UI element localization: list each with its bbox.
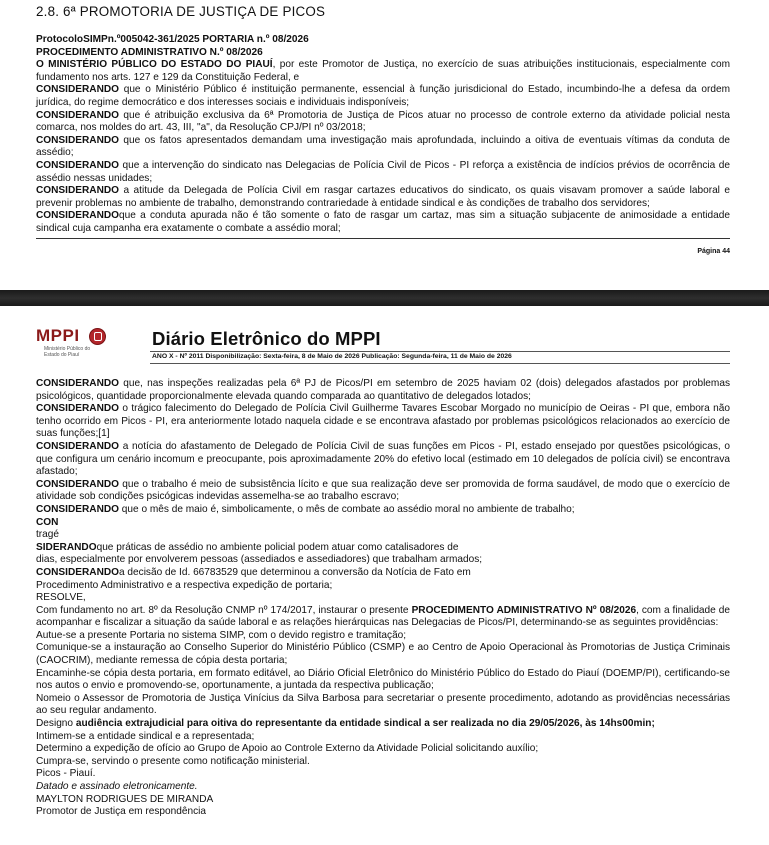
providencia-item: Nomeio o Assessor de Promotoria de Justiça Vinícius da Silva Barbosa para secretariar o presente procedimento, adotando as providências necessárias ao seu regular andamento. <box>36 692 730 717</box>
protocol-line: ProtocoloSIMPn.º005042-361/2025 PORTARIA n.º 08/2026 <box>36 34 309 45</box>
page-45-content <box>36 378 730 819</box>
paragraph-text: que, nas inspeções realizadas pela 6ª PJ de Picos/PI em setembro de 2025 haviam 02 (dois) delegados afastados por problemas psicológicos, quantidade proporcionalmente elevada quando comparada ao quantitativo de delegados lotados; <box>36 378 730 402</box>
top-paragraph <box>36 185 730 210</box>
broken-line <box>36 517 730 530</box>
page-separator-band <box>0 290 769 306</box>
providencia-item: Comunique-se a instauração ao Conselho Superior do Ministério Público (CSMP) e ao Centro de Apoio Operacional às Promotorias de Justiça Criminais (CAOCRIM), mediante remessa de cópia desta portaria; <box>36 642 730 667</box>
procedure-reference: PROCEDIMENTO ADMINISTRATIVO Nº 08/2026 <box>411 604 637 616</box>
considerando-paragraph <box>36 378 730 403</box>
providencia-item: Encaminhe-se cópia desta portaria, em formato editável, ao Diário Oficial Eletrônico do Ministério Público do Estado do Piauí (DOEMP/PI), certificando-se nos autos o envio e promovendo-se, oportunamente, a juntada da respectiva publicação; <box>36 667 730 692</box>
broken-line <box>36 542 730 555</box>
signed-note: Datado e assinado eletronicamente. <box>36 781 198 792</box>
paragraph-text: a notícia do afastamento de Delegado de Polícia Civil de suas funções em Picos - PI, estado ensejado por questões psicológicas, o que configura um cenário incomum e preocupante, pois aproximadamente 20% do efetivo local (estimado em 10 delegados de polícia civil) se encontrava afastado; <box>36 440 730 478</box>
providencia-item: Autue-se a presente Portaria no sistema SIMP, com o devido registro e tramitação; <box>36 629 407 641</box>
broken-line <box>36 567 730 580</box>
broken-line-bold: CON <box>36 516 59 528</box>
considerando-lead: CONSIDERANDO <box>36 403 119 415</box>
top-paragraph <box>36 110 730 135</box>
procedure-line: PROCEDIMENTO ADMINISTRATIVO N.º 08/2026 <box>36 46 263 58</box>
paragraph-text: que o Ministério Público é instituição permanente, essencial à função jurisdicional do Estado, incumbindo-lhe a defesa da ordem jurídica, do regime democrático e dos interesses sociais e individuais indisponíveis; <box>36 84 730 108</box>
signer-role: Promotor de Justiça em respondência <box>36 806 206 818</box>
logo-wordmark: MPPI <box>36 326 80 345</box>
broken-line-text: a decisão de Id. 66783529 que determinou a conversão da Notícia de Fato em <box>119 566 471 578</box>
considerando-paragraph <box>36 479 730 504</box>
top-paragraph <box>36 84 730 109</box>
broken-line <box>36 592 730 605</box>
broken-line <box>36 554 730 567</box>
broken-line-text: que práticas de assédio no ambiente policial podem atuar como catalisadores de <box>96 541 459 553</box>
paragraph-text: que o trabalho é meio de subsistência lícito e que sua realização deve ser promovida de forma saudável, de modo que o exercício de atividade sob condições psicógicas indevidas assemelha-se ao trabalho escravo; <box>36 478 730 503</box>
top-paragraph <box>36 59 730 84</box>
issue-rule-top <box>150 351 730 352</box>
issue-rule-bottom <box>150 363 730 364</box>
considerando-lead: O MINISTÉRIO PÚBLICO DO ESTADO DO PIAUÍ <box>36 59 273 71</box>
broken-line-text: RESOLVE, <box>36 592 86 604</box>
considerando-lead: CONSIDERANDO <box>36 440 119 452</box>
considerando-paragraph <box>36 403 730 441</box>
page-number: Página 44 <box>697 248 730 255</box>
considerando-lead: CONSIDERANDO <box>36 84 119 96</box>
paragraph-text: a atitude da Delegada de Polícia Civil em rasgar cartazes educativos do sindicato, os quais visavam promover a saúde laboral e prevenir problemas no ambiente de trabalho, demonstrando contrariedade à entidade sindical e às condições de trabalho dos servidores; <box>36 185 730 209</box>
broken-line-bold: CONSIDERANDO <box>36 566 119 578</box>
considerando-paragraph <box>36 504 730 517</box>
closing-line: Picos - Piauí. <box>36 768 96 780</box>
paragraph-text: que o mês de maio é, simbolicamente, o mês de combate ao assédio moral no ambiente de trabalho; <box>119 503 575 515</box>
considerando-lead: CONSIDERANDO <box>36 109 119 121</box>
considerando-lead: CONSIDERANDO <box>36 185 119 197</box>
considerando-lead: CONSIDERANDO <box>36 478 119 490</box>
page-44-fragment <box>36 0 730 255</box>
fundamento-text-end: , com a finalidade de acompanhar e fiscalizar a situação da saúde laboral e as relações hierárquicas nas Delegacias de Picos/PI, determinando-se as seguintes providências: <box>36 604 731 629</box>
considerando-lead: CONSIDERANDO <box>36 159 119 171</box>
considerando-paragraph <box>36 441 730 479</box>
broken-line <box>36 580 730 593</box>
closing-line: Determino a expedição de ofício ao Grupo de Apoio ao Controle Externo da Atividade Policial solicitando auxílio; <box>36 743 539 755</box>
logo-subtitle: Ministério Público do Estado do Piauí <box>44 346 91 358</box>
seal-icon <box>89 328 106 345</box>
broken-line-text: tragé <box>36 529 60 541</box>
broken-line-bold: SIDERANDO <box>36 541 97 553</box>
section-title: 2.8. 6ª PROMOTORIA DE JUSTIÇA DE PICOS <box>36 4 326 19</box>
designo-text: Designo <box>36 718 76 730</box>
journal-header <box>36 320 730 368</box>
closing-line: Intimem-se a entidade sindical e a representada; <box>36 730 255 742</box>
issue-line: ANO X - Nº 2011 Disponibilização: Sexta-feira, 8 de Maio de 2026 Publicação: Segunda-feira, 11 de Maio de 2026 <box>152 353 512 360</box>
top-paragraph <box>36 160 730 185</box>
considerando-lead: CONSIDERANDO <box>36 210 119 222</box>
fundamento-paragraph <box>36 605 730 630</box>
paragraph-text: que os fatos apresentados demandam uma investigação mais aprofundada, incluindo a oitiva de eventuais vítimas da conduta de assédio; <box>36 134 730 159</box>
paragraph-text: que é atribuição exclusiva da 6ª Promotoria de Justiça de Picos atuar no processo de controle externo da atividade policial nesta comarca, nos moldes do art. 43, III, "a", da Resolução CPJ/PI nº 03/2018; <box>36 109 730 134</box>
designo-paragraph <box>36 718 730 731</box>
broken-line-text: Procedimento Administrativo e a respectiva expedição de portaria; <box>36 579 333 591</box>
signer-name: MAYLTON RODRIGUES DE MIRANDA <box>36 793 214 805</box>
considerando-lead: CONSIDERANDO <box>36 378 119 389</box>
mppi-logo <box>36 324 136 366</box>
top-paragraph <box>36 210 730 235</box>
journal-title: Diário Eletrônico do MPPI <box>152 328 381 349</box>
page-footer-rule <box>36 238 730 239</box>
considerando-lead: CONSIDERANDO <box>36 134 119 146</box>
hearing-details: audiência extrajudicial para oitiva do representante da entidade sindical a ser realizada no dia 29/05/2026, às 14hs00min; <box>75 718 655 730</box>
paragraph-text: , por este Promotor de Justiça, no exercício de suas atribuições institucionais, especialmente com fundamento nos arts. 127 e 129 da Constituição Federal, e <box>36 59 730 83</box>
broken-line <box>36 529 730 542</box>
top-paragraph <box>36 135 730 160</box>
broken-line-text: dias, especialmente por envolverem pessoas (assediados e assediadores) que trabalham armados; <box>36 554 483 566</box>
paragraph-text: que a intervenção do sindicato nas Delegacias de Polícia Civil de Picos - PI reforça a existência de indícios prévios de ocorrência de assédio nessas unidades; <box>36 159 730 184</box>
considerando-lead: CONSIDERANDO <box>36 503 119 515</box>
paragraph-text: que a conduta apurada não é tão somente o fato de rasgar um cartaz, mas sim a situação subjacente de animosidade a entidade sindical cuja campanha era exatamente o combate a assédio moral; <box>36 210 730 234</box>
paragraph-text: o trágico falecimento do Delegado de Polícia Civil Guilherme Tavares Escobar Morgado no município de Oeiras - PI que, embora não tenho ocorrido em Picos - PI, era anteriormente lotado naquela cidade e se encontrava afastado por problemas psicológicos relacionados ao exercício de suas funções;[1] <box>36 403 730 440</box>
closing-line: Cumpra-se, servindo o presente como notificação ministerial. <box>36 755 310 767</box>
fundamento-text: Com fundamento no art. 8º da Resolução CNMP nº 174/2017, instaurar o presente <box>36 604 412 616</box>
